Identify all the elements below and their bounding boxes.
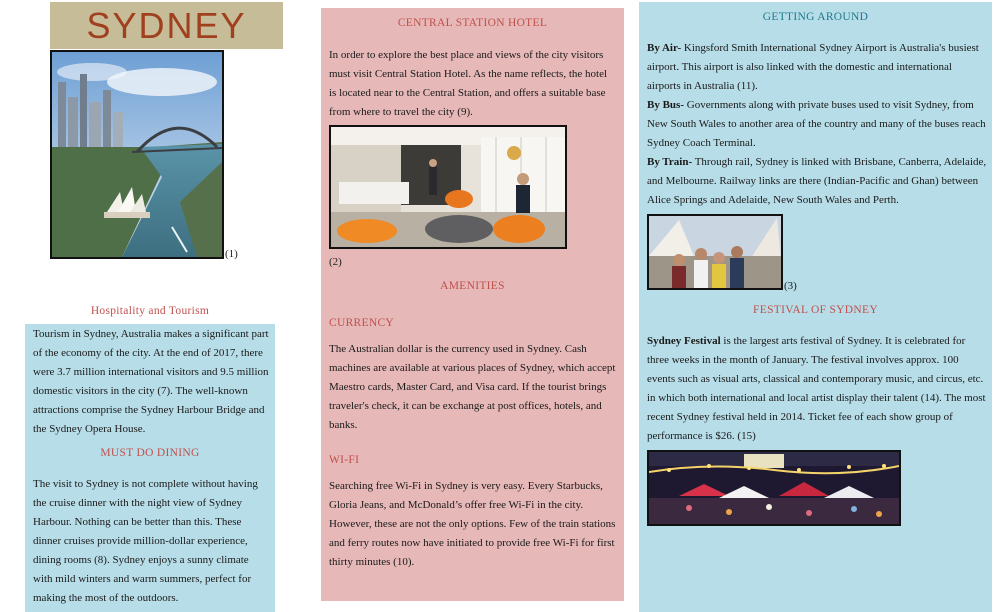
left-panel (25, 324, 275, 612)
festival-paragraph (647, 332, 989, 446)
photo1-caption: (1) (225, 248, 238, 260)
hotel-heading: CENTRAL STATION HOTEL (397, 17, 548, 29)
photo2-caption: (2) (329, 256, 342, 268)
bus-text: Governments along with private buses used to visit Sydney, from New South Wales to another area of the country and many of the buses reach Sydney Coach Terminal. (647, 99, 986, 149)
sydney-harbour-photo (50, 50, 224, 259)
title-banner (50, 2, 283, 49)
hotel-paragraph: In order to explore the best place and views of the city visitors must visit Central Station Hotel. As the name reflects, the hotel is located near to the Central Station, and offers a suitable base from where to travel the city (9). (329, 49, 608, 118)
opera-house-tourists-photo (647, 214, 783, 290)
hotel-lobby-illustration (331, 127, 565, 247)
dining-heading: MUST DO DINING (100, 447, 200, 459)
tourism-paragraph: Tourism in Sydney, Australia makes a significant part of the economy of the city. At the end of 2017, there were 3.7 million international visitors and 9.5 million domestic visitors in the city (7). The well-known attractions comprise the Sydney Harbour Bridge and the Sydney Opera House. (33, 328, 269, 435)
hotel-lobby-photo (329, 125, 567, 249)
harbour-illustration (52, 52, 222, 257)
air-paragraph (647, 39, 987, 96)
festival-heading: FESTIVAL OF SYDNEY (753, 304, 878, 316)
opera-house-tourists-illustration (649, 216, 781, 288)
photo3-caption: (3) (784, 280, 797, 292)
festival-illustration (649, 452, 899, 524)
air-label: By Air- (647, 42, 682, 54)
right-panel (639, 2, 992, 612)
wifi-paragraph: Searching free Wi-Fi in Sydney is very easy. Every Starbucks, Gloria Jeans, and McDonald’s offer free Wi-Fi in the city. However, these are not the only options. Few of the train stations and ferry routes now have initiated to provide free Wi-Fi for first thirty minutes (10). (329, 480, 616, 568)
currency-heading: CURRENCY (329, 317, 395, 329)
train-text: Through rail, Sydney is linked with Brisbane, Canberra, Adelaide, and Melbourne. Railway links are there (Indian-Pacific and Ghan) between Alice Springs and Adelaide, New South Wales and Perth. (647, 156, 987, 206)
train-label: By Train- (647, 156, 693, 168)
air-text: Kingsford Smith International Sydney Airport is Australia's busiest airport. This airport is also linked with the domestic and international airports in Australia (11). (647, 42, 979, 92)
middle-panel (321, 8, 624, 601)
currency-paragraph: The Australian dollar is the currency used in Sydney. Cash machines are available at various places of Sydney, which accept Maestro cards, Master Card, and Visa card. If the tourist brings traveler's check, it can be exchange at post offices, hotels, and banks. (329, 343, 616, 431)
festival-photo (647, 450, 901, 526)
hospitality-heading: Hospitality and Tourism (90, 305, 210, 317)
getting-around-heading: GETTING AROUND (762, 11, 869, 23)
dining-paragraph: The visit to Sydney is not complete without having the cruise dinner with the night view of Sydney Harbour. Nothing can be better than this. These dinner cruises provide million-dollar experience, dining rooms (8). Sydney enjoys a sunny climate with mild winters and warm summers, perfect for making the most of the outdoors. (33, 478, 258, 604)
train-paragraph (647, 153, 987, 210)
page-title: SYDNEY (86, 5, 247, 46)
amenities-heading: AMENITIES (440, 280, 505, 292)
festival-label: Sydney Festival (647, 335, 721, 347)
bus-label: By Bus- (647, 99, 684, 111)
bus-paragraph (647, 96, 987, 153)
festival-text: is the largest arts festival of Sydney. It is celebrated for three weeks in the month of January. The festival involves approx. 100 events such as visual arts, classical and contemporary music, and circus, etc. in which both international and local artist display their talent (14). The most recent Sydney festival held in 2014. Ticket fee of each show group of performance is $26. (15) (647, 335, 986, 442)
wifi-heading: WI-FI (329, 454, 360, 466)
